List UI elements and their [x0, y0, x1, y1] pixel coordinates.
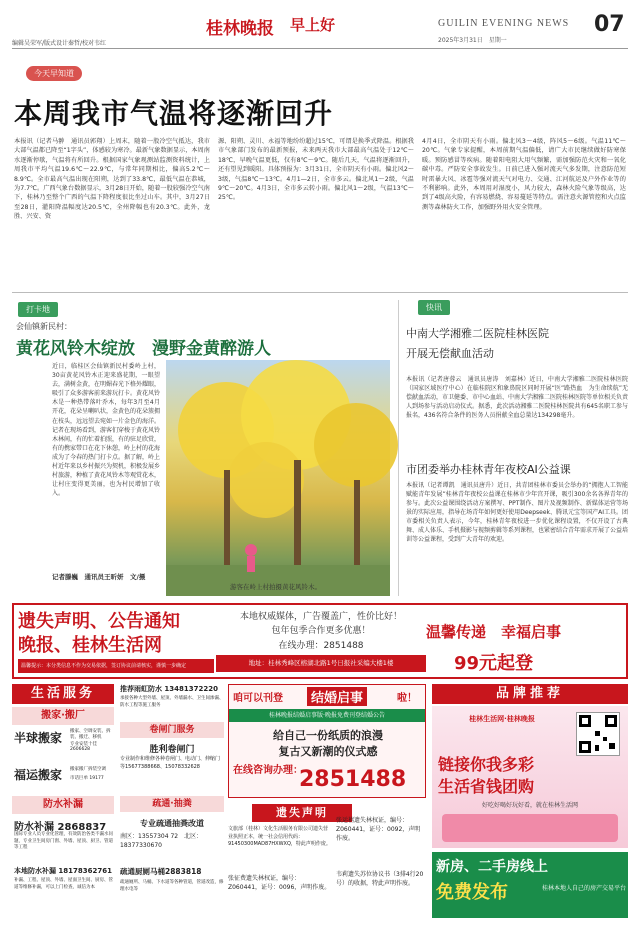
banner-mid-1: 本地权威媒体，广告覆盖广，性价比好！ — [239, 612, 402, 622]
lost-notice-heading: 遗失声明 — [252, 804, 352, 822]
page-number: 07 — [594, 12, 625, 37]
services-heading: 生活服务 — [12, 684, 114, 704]
brief-2-headline: 市团委举办桂林青年夜校AI公益课 — [406, 463, 571, 476]
ad-fuyun: 福运搬家 — [14, 768, 63, 782]
lost-notice-2: 张征费遗失林权证，编号：Z060441，证号：0096，声明作废。 — [228, 875, 331, 891]
brief-tag: 快讯 — [418, 300, 450, 315]
shutter-heading: 卷闸门服务 — [120, 722, 224, 738]
waterproof-heading: 防水补漏 — [12, 796, 114, 814]
lifenet-slogan-2: 生活省钱团购 — [438, 777, 535, 796]
ad-drain-1-phones[interactable]: 南区：13557304 72 北区：18377330670 — [120, 833, 203, 849]
banner-mid-2: 包年包季合作更多优惠！ — [271, 626, 371, 636]
photo-caption: 游客在岭上村拍摄黄花风铃木。 — [230, 583, 321, 591]
housing-line-1: 新房、二手房线上 — [436, 859, 548, 875]
ad-fuyun-desc: 搬家搬厂拆装空调 — [70, 767, 106, 772]
masthead-slogan: 早上好 — [290, 16, 336, 34]
ad-drain-2: 疏通厨厕马桶2883818 — [120, 867, 202, 876]
paper-english-name: GUILIN EVENING NEWS — [438, 18, 570, 29]
lifenet-slogan-1: 链接你我多彩 — [438, 755, 535, 774]
banner-address: 地址：桂林秀峰区榕湖北路1号日报社采编大楼1楼 — [216, 655, 426, 672]
ad-banqiu: 半球搬家 — [14, 731, 63, 745]
qr-code-graphic — [577, 713, 619, 755]
section-divider — [12, 292, 628, 293]
banner-disclaimer: 温馨提示：本分类信息不作为交易依据，签订协议前请核实，谨慎一步确定 — [18, 659, 214, 673]
banner-right-1: 温馨传递 幸福启事 — [426, 623, 562, 641]
banner-title-1: 遗失声明、公告通知 — [18, 611, 180, 632]
brief-1-headline-a: 中南大学湘雅二医院桂林医院 — [406, 327, 549, 340]
ad-waterproof-2-desc: 补漏、工程、屋顶、外墙、屋面卫生间、厨房、管道等维修补漏，可以上门检查，诚信为本 — [14, 878, 113, 890]
tour-kicker: 会仙镇新民村： — [16, 322, 72, 331]
banner-price: 99元起登 — [454, 653, 534, 674]
brief-1-headline-b: 开展无偿献血活动 — [406, 347, 494, 360]
product-images — [442, 814, 618, 842]
wedding-line-1: 咱可以刊登 — [233, 693, 283, 704]
brief-2-body: 本报讯（记者谭凯 通讯员唐升）近日，共青团桂林市委员会举办的“拥抱人工智能 赋能青年发展”桂林青年夜校公益课在桂林市少年宫开课，吸引300余名各界青年的参与。此次公益课围绕活动方案撰写、PPT制作、图片及视频制作、新媒体运营等场景的实际应用，指导在场青年如何更好使用Deepseek、腾讯元宝等国产AI工具。团市委相关负责人表示，今年，桂林青年夜校进一步优化课程设置，不仅开设了古典舞、成人体乐、手机摄影与视频剪辑等系列课程，也紧密结合青年需求开展了公益培训等公益课程，受到广大青年的欢迎。 — [406, 482, 635, 543]
checkin-tag: 打卡地 — [18, 302, 58, 317]
wedding-phone[interactable]: 2851488 — [299, 767, 407, 792]
banner-title-2: 晚报、桂林生活网 — [18, 635, 162, 656]
qr-code-icon — [576, 712, 620, 756]
brand-heading: 品牌推荐 — [432, 684, 628, 704]
ad-waterproof-1: 防水补漏 2868837 — [14, 822, 107, 833]
flower-tree-illustration — [166, 360, 390, 596]
lead-headline: 本周我市气温将逐渐回升 — [14, 97, 334, 130]
classified-banner — [12, 603, 628, 679]
ad-banqiu-desc: 搬家、空调安装、拆装、搬迁、移机 — [70, 729, 111, 740]
lead-column-1: 本报讯（记者马翀 通讯员郭翔）上周末，随着一股冷空气抵达，我市大部气温都已降至“1字头”，体感较为寒冷。最新气象数据显示，本周南水逐渐停歇，气温将有所回升。根据国家气象观测站监测资料统计，上周我市平均气温19.6℃～22.9℃，与常年同期相比，偏高5.2℃～8.9℃。全市最高气温出现在阳朔，达到了33.8℃，最低气温在恭城，为7.7℃。广西气象台数据显示，3月28日开始，随着一股较强冷空气南下，桂林乃至整个广西的气温下降程度很比坐过山车。其中，3月27日至28日，灌阳降温幅度达20.5℃，全州降幅也有20.3℃。此外，龙胜、兴安、资 — [14, 138, 210, 221]
lead-column-2: 源、阳朔、灵川、永福等地纷纷超过15℃，可谓是换季式降温。根据我市气象部门发布的最新预报，未来两天我市大部最高气温处于12℃～18℃，早晚气温更低，仅有8℃～9℃。随后几天，气温将逐渐回升，还有望见到暖阳。具体预报为：3月31日，全市阴天有小雨。偏北风2～3级，气温8℃～13℃。4月1—2日，全市多云。偏北风1～2级，气温9℃～20℃。4月3日，全市多云转小雨。偏北风1～2级，气温13℃～25℃。 — [218, 138, 414, 202]
lost-notice-4: 韦莉遗失苏位协议书（3排4行20号）的收据，特此声明作废。 — [336, 871, 424, 887]
ad-waterproof-2: 本地防水补漏 18178362761 — [14, 867, 113, 875]
ad-yuhong-desc: 承接各种大型外墙、屋顶、外墙漏水、卫生间渗漏、防水工程等施工服务 — [120, 696, 224, 708]
ad-banqiu-phone[interactable]: 专业安装十佳 2606628 — [70, 742, 97, 752]
tour-body: 近日，临桂区会仙镇新民村委岭上村，30亩黄花风铃木正迎来盛花期，一眼望去，满树金黄，在明媚春光下格外耀眼，吸引了众多游客前来游玩打卡。黄花风铃木是一种热带落叶乔木，每年3月至4月开花，花朵呈喇叭状，金黄色的花朵簇拥在枝头，远远望去宛如一片金色的海洋。记者在现场看到，游客们穿梭于黄花风铃木林间，有的忙着拍照，有的驻足欣赏，有的携家带口在花下休憩，岭上村的花海成为了今春的热门打卡点。据了解，岭上村近年来以乡村振兴为契机，积极发展乡村旅游，种植了黄花风铃木等观赏花木，让村庄变得更美丽，也为村民增加了收入。 — [52, 363, 161, 498]
housing-line-3: 桂林本地人自己的房产交易平台 — [542, 885, 627, 892]
masthead: 桂林晚报 — [206, 19, 274, 39]
lifenet-brand: 桂林生活网·桂林晚报 — [469, 715, 535, 723]
brief-1-body: 本报讯（记者唐蓉云 通讯员唐涛 刘嘉林）近日，中南大学湘雅二医院桂林医院（国家区域医疗中心）在临桂院区和象鼻院区同时开展“医”路热血 为生命续航”无偿献血活动，市卫健委、市中心血站、中南大学湘雅二医院桂林医院等单位相关负责人到场参与活动启动仪式。据悉，此次活动湘雅二医院桂林医院共有645名职工参与报名，436名符合条件的医务人员捐献全血总量达134298毫升。 — [406, 376, 629, 419]
wedding-line-6: 复古又新潮的仪式感 — [278, 745, 378, 758]
lead-column-3: 4月4日，全市阴天有小雨。偏北风3～4级，阵风5～6级。气温11℃～20℃。气象专家提醒，本周前期气温偏低，请广大市民继续做好防寒保暖。预防感冒等疾病。随着阳电阻大用气频繁，需加强防范火灾和一氧化碳中毒。严防安全事故发生。日前已进入强对流天气多发期，注意防范短时雷暴大风、冰雹等强对流天气对电力、交通、江河航运及户外作业等的不利影响。此外，本周用对湿度小，风力较大，森林火险气象等级高，达到了4级高火险，有容易燃烧、容易蔓延等特点。需注意火源管控和火点监测等森林防火工作，加强野外用火安全管理。 — [422, 138, 626, 211]
lost-notice-3: 张运禧遗失林权证，编号：Z060441，证号：0092，声明作废。 — [336, 817, 421, 842]
wedding-ad — [228, 684, 426, 798]
ad-drain-1: 专业疏通抽粪改道 — [140, 819, 204, 828]
housing-line-2: 免费发布 — [436, 882, 508, 903]
wedding-line-3: 啦！ — [397, 693, 417, 704]
wedding-line-4: 桂林晚报结婚启事版·晚报免费刊登结婚公告 — [229, 709, 425, 722]
lifenet-tagline: 好吃好喝好玩好看，就在桂林生活网 — [481, 802, 578, 809]
flower-photo — [166, 360, 390, 596]
ad-waterproof-1-desc: 国际专业人员专业化管理，有效防治各类不漏水问题，专业卫生间房门窗、外墙、屋顶、厨卫、管道等工程 — [14, 832, 113, 850]
housing-ad — [432, 852, 628, 918]
ad-fuyun-phone[interactable]: 市话巨单 19177 — [70, 776, 104, 781]
ad-shutter-desc: 专业制作和维修各种卷闸门、电动门、伸缩门等15677388668、15078332628 — [120, 756, 221, 770]
moving-heading: 搬家·搬厂 — [12, 707, 114, 725]
banner-phone[interactable]: 在线办理：2851488 — [278, 641, 364, 651]
drain-heading: 疏通·抽粪 — [120, 796, 224, 812]
ad-shutter: 胜利卷闸门 — [149, 745, 195, 755]
header-rule — [12, 48, 628, 49]
lifenet-ad — [432, 706, 628, 848]
issue-date: 2025年3月31日 星期一 — [438, 37, 507, 44]
column-rule — [398, 300, 399, 596]
tour-byline: 记者滕巍 通讯员王昕妍 文/摄 — [52, 573, 146, 581]
wedding-line-2: 结婚启事 — [307, 687, 367, 706]
editor-credits: 编辑吴荣军/版式设计秦哲/校对韦红 — [12, 40, 107, 47]
lost-notice-1: 文旅部（桂林）文化生活服务有限公司遗失营业执照正本，统一社会信用代码：91450300MAD87HXWXQ，特此声明作废。 — [228, 826, 331, 847]
wedding-line-7: 在线咨询办理： — [233, 765, 303, 776]
tour-headline: 黄花风铃木绽放 漫野金黄醉游人 — [16, 339, 271, 359]
ad-drain-2-desc: 疏通厕所、马桶、下水道等各种管道，管道改造，修理水电等 — [120, 880, 224, 892]
wedding-line-5: 给自己一份纸质的浪漫 — [273, 729, 383, 742]
ad-yuhong: 推荐雨虹防水 13481372220 — [120, 685, 219, 693]
section-tag: 今天早知道 — [26, 66, 82, 81]
